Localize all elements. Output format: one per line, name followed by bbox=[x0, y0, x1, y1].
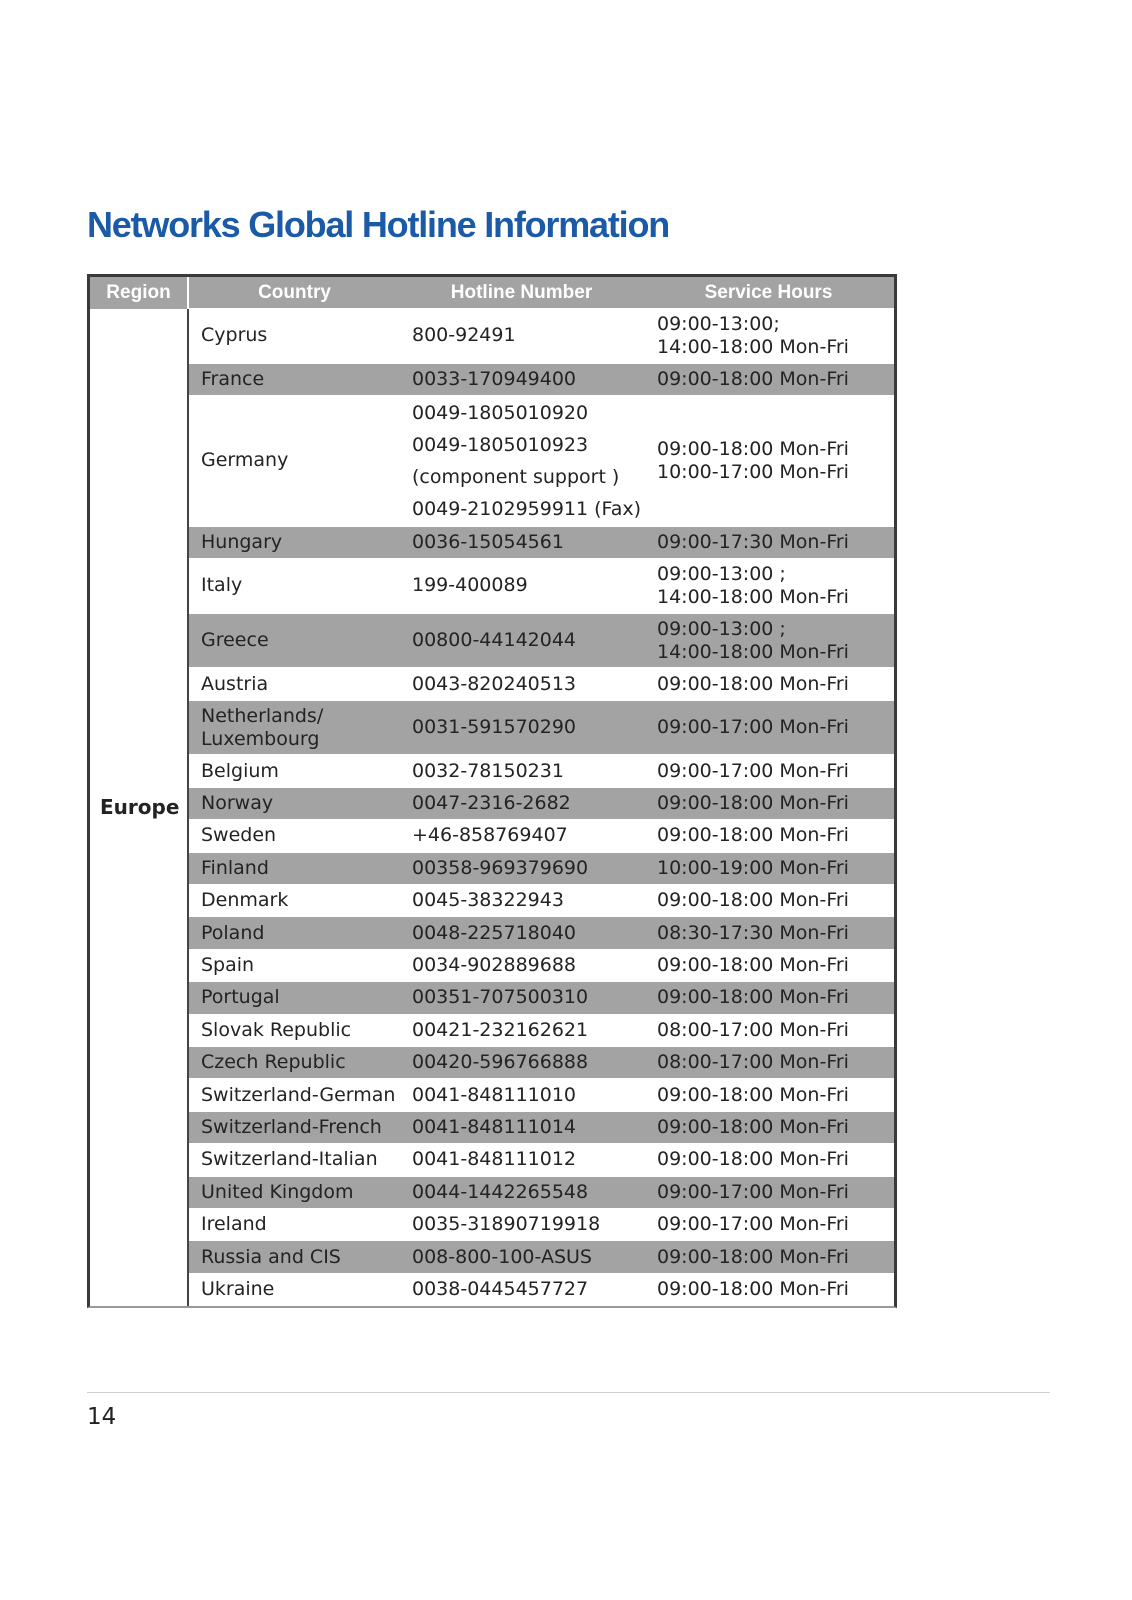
service-hours-cell bbox=[643, 982, 894, 1014]
country-cell bbox=[188, 755, 400, 787]
service-hours-cell-line: 09:00-18:00 Mon-Fri bbox=[657, 1148, 849, 1171]
hotline-cell-line: 0041-848111014 bbox=[412, 1115, 577, 1138]
table-row bbox=[90, 1273, 894, 1306]
hotline-cell bbox=[400, 787, 643, 819]
table-row bbox=[90, 1241, 894, 1273]
hotline-cell-line: 0031-591570290 bbox=[412, 716, 577, 739]
service-hours-cell bbox=[643, 309, 894, 364]
country-cell bbox=[188, 559, 400, 614]
service-hours-cell bbox=[643, 1014, 894, 1046]
hotline-cell-line: 0044-1442265548 bbox=[412, 1180, 589, 1203]
hotline-cell bbox=[400, 885, 643, 917]
service-hours-cell bbox=[643, 363, 894, 395]
country-cell-line: Belgium bbox=[201, 759, 279, 782]
service-hours-cell-line: 09:00-18:00 Mon-Fri bbox=[657, 1083, 849, 1106]
service-hours-cell bbox=[643, 613, 894, 668]
country-cell-line: Germany bbox=[201, 449, 289, 472]
service-hours-cell bbox=[643, 700, 894, 755]
country-cell-line: Netherlands/ bbox=[201, 704, 324, 727]
table-body bbox=[90, 309, 894, 1307]
hotline-cell bbox=[400, 1144, 643, 1176]
service-hours-cell-line: 09:00-13:00 ; bbox=[657, 562, 786, 585]
service-hours-cell-line: 09:00-18:00 Mon-Fri bbox=[657, 792, 849, 815]
table-row bbox=[90, 982, 894, 1014]
hotline-cell-line: 0035-31890719918 bbox=[412, 1213, 601, 1236]
country-cell-line: United Kingdom bbox=[201, 1180, 354, 1203]
hotline-cell bbox=[400, 1079, 643, 1111]
country-cell bbox=[188, 526, 400, 558]
service-hours-cell bbox=[643, 1047, 894, 1079]
service-hours-cell bbox=[643, 1176, 894, 1208]
table-row bbox=[90, 820, 894, 852]
country-cell bbox=[188, 363, 400, 395]
hotline-cell bbox=[400, 1176, 643, 1208]
hotline-cell-line: 0033-170949400 bbox=[412, 367, 577, 390]
hotline-cell-line: 0041-848111012 bbox=[412, 1148, 577, 1171]
table-row bbox=[90, 700, 894, 755]
service-hours-cell-line: 09:00-17:00 Mon-Fri bbox=[657, 1213, 849, 1236]
country-cell bbox=[188, 396, 400, 527]
hotline-cell-line: 0034-902889688 bbox=[412, 954, 577, 977]
service-hours-cell-line: 08:00-17:00 Mon-Fri bbox=[657, 1051, 849, 1074]
hotline-cell-line: 0047-2316-2682 bbox=[412, 792, 571, 815]
hotline-cell bbox=[400, 1208, 643, 1240]
country-cell bbox=[188, 885, 400, 917]
table-row bbox=[90, 1144, 894, 1176]
service-hours-cell bbox=[643, 1111, 894, 1143]
country-cell-line: Greece bbox=[201, 629, 269, 652]
region-cell: Europe bbox=[90, 309, 188, 1307]
country-cell bbox=[188, 1144, 400, 1176]
service-hours-cell bbox=[643, 396, 894, 527]
hotline-cell-line: 0049-1805010923 bbox=[412, 433, 589, 456]
table-row bbox=[90, 1014, 894, 1046]
hotline-cell-line: 0032-78150231 bbox=[412, 759, 564, 782]
country-cell bbox=[188, 668, 400, 700]
country-cell-line: Finland bbox=[201, 856, 269, 879]
table-row bbox=[90, 1079, 894, 1111]
hotline-cell-line: 0049-2102959911 (Fax) bbox=[412, 497, 642, 520]
country-cell-line: Switzerland-German bbox=[201, 1083, 396, 1106]
service-hours-cell bbox=[643, 949, 894, 981]
hotline-cell-line: 008-800-100-ASUS bbox=[412, 1245, 592, 1268]
country-cell-line: Norway bbox=[201, 792, 274, 815]
hotline-cell bbox=[400, 668, 643, 700]
header-country: Country bbox=[188, 277, 400, 309]
country-cell bbox=[188, 852, 400, 884]
hotline-cell-line: 00421-232162621 bbox=[412, 1018, 589, 1041]
hotline-cell-line: 800-92491 bbox=[412, 324, 516, 347]
service-hours-cell bbox=[643, 917, 894, 949]
hotline-cell bbox=[400, 613, 643, 668]
hotline-cell-line: 00358-969379690 bbox=[412, 856, 589, 879]
hotline-cell bbox=[400, 1273, 643, 1306]
country-cell-line: Slovak Republic bbox=[201, 1018, 352, 1041]
table-row bbox=[90, 1208, 894, 1240]
country-cell-line: Hungary bbox=[201, 530, 283, 553]
table-row bbox=[90, 559, 894, 614]
service-hours-cell-line: 09:00-18:00 Mon-Fri bbox=[657, 889, 849, 912]
hotline-cell-line: 0048-225718040 bbox=[412, 921, 577, 944]
country-cell bbox=[188, 1014, 400, 1046]
service-hours-cell-line: 09:00-17:30 Mon-Fri bbox=[657, 530, 849, 553]
hotline-cell-line: 00351-707500310 bbox=[412, 986, 589, 1009]
service-hours-cell-line: 09:00-17:00 Mon-Fri bbox=[657, 1180, 849, 1203]
hotline-cell bbox=[400, 396, 643, 527]
hotline-cell-line: 0036-15054561 bbox=[412, 530, 564, 553]
page-title: Networks Global Hotline Information bbox=[87, 204, 670, 245]
hotline-cell-line: 0049-1805010920 bbox=[412, 401, 589, 424]
hotline-cell bbox=[400, 949, 643, 981]
service-hours-cell bbox=[643, 559, 894, 614]
service-hours-cell bbox=[643, 526, 894, 558]
table-row bbox=[90, 885, 894, 917]
country-cell-line: Poland bbox=[201, 921, 265, 944]
country-cell bbox=[188, 949, 400, 981]
service-hours-cell-line: 09:00-17:00 Mon-Fri bbox=[657, 716, 849, 739]
service-hours-cell-line: 08:30-17:30 Mon-Fri bbox=[657, 921, 849, 944]
country-cell bbox=[188, 1273, 400, 1306]
service-hours-cell-line: 09:00-18:00 Mon-Fri bbox=[657, 824, 849, 847]
hotline-cell-line: 0041-848111010 bbox=[412, 1083, 577, 1106]
country-cell bbox=[188, 787, 400, 819]
country-cell bbox=[188, 309, 400, 364]
hotline-cell bbox=[400, 917, 643, 949]
hotline-cell-line: 00800-44142044 bbox=[412, 629, 577, 652]
country-cell bbox=[188, 1079, 400, 1111]
hotline-cell-line: 0038-0445457727 bbox=[412, 1278, 589, 1301]
table-row bbox=[90, 363, 894, 395]
service-hours-cell bbox=[643, 787, 894, 819]
hotline-cell-line: (component support ) bbox=[412, 465, 620, 488]
country-cell bbox=[188, 1208, 400, 1240]
header-region: Region bbox=[90, 277, 188, 309]
service-hours-cell bbox=[643, 1241, 894, 1273]
service-hours-cell bbox=[643, 820, 894, 852]
header-service-hours: Service Hours bbox=[643, 277, 894, 309]
country-cell-line: Ukraine bbox=[201, 1278, 275, 1301]
service-hours-cell bbox=[643, 852, 894, 884]
service-hours-cell-line: 10:00-19:00 Mon-Fri bbox=[657, 856, 849, 879]
service-hours-cell bbox=[643, 885, 894, 917]
table-row bbox=[90, 949, 894, 981]
country-cell bbox=[188, 820, 400, 852]
country-cell-line: Spain bbox=[201, 954, 255, 977]
service-hours-cell-line: 08:00-17:00 Mon-Fri bbox=[657, 1018, 849, 1041]
country-cell bbox=[188, 917, 400, 949]
table-row bbox=[90, 852, 894, 884]
service-hours-cell-line: 14:00-18:00 Mon-Fri bbox=[657, 640, 849, 663]
service-hours-cell bbox=[643, 668, 894, 700]
country-cell bbox=[188, 613, 400, 668]
hotline-cell bbox=[400, 1241, 643, 1273]
hotline-cell bbox=[400, 1111, 643, 1143]
hotline-cell bbox=[400, 700, 643, 755]
table-row bbox=[90, 613, 894, 668]
country-cell-line: Switzerland-French bbox=[201, 1115, 382, 1138]
service-hours-cell-line: 09:00-18:00 Mon-Fri bbox=[657, 1278, 849, 1301]
country-cell-line: Denmark bbox=[201, 889, 289, 912]
table-row bbox=[90, 787, 894, 819]
country-cell-line: Portugal bbox=[201, 986, 280, 1009]
hotline-cell bbox=[400, 820, 643, 852]
service-hours-cell-line: 10:00-17:00 Mon-Fri bbox=[657, 460, 849, 483]
country-cell-line: Austria bbox=[201, 672, 269, 695]
service-hours-cell-line: 14:00-18:00 Mon-Fri bbox=[657, 585, 849, 608]
country-cell-line: Russia and CIS bbox=[201, 1245, 341, 1268]
service-hours-cell-line: 09:00-18:00 Mon-Fri bbox=[657, 437, 849, 460]
country-cell-line: France bbox=[201, 367, 265, 390]
hotline-cell-line: 0045-38322943 bbox=[412, 889, 564, 912]
service-hours-cell-line: 09:00-13:00 ; bbox=[657, 617, 786, 640]
service-hours-cell bbox=[643, 755, 894, 787]
hotline-cell bbox=[400, 559, 643, 614]
country-cell bbox=[188, 1241, 400, 1273]
hotline-cell bbox=[400, 755, 643, 787]
page-number: 14 bbox=[87, 1404, 117, 1430]
service-hours-cell-line: 09:00-18:00 Mon-Fri bbox=[657, 1245, 849, 1268]
service-hours-cell-line: 09:00-18:00 Mon-Fri bbox=[657, 672, 849, 695]
country-cell bbox=[188, 700, 400, 755]
country-cell bbox=[188, 1111, 400, 1143]
country-cell bbox=[188, 982, 400, 1014]
service-hours-cell-line: 09:00-18:00 Mon-Fri bbox=[657, 954, 849, 977]
hotline-table bbox=[87, 274, 897, 1308]
table-header-row bbox=[90, 277, 894, 309]
country-cell bbox=[188, 1047, 400, 1079]
hotline-cell bbox=[400, 526, 643, 558]
table-row bbox=[90, 755, 894, 787]
service-hours-cell-line: 09:00-18:00 Mon-Fri bbox=[657, 1115, 849, 1138]
header-hotline-number: Hotline Number bbox=[400, 277, 643, 309]
service-hours-cell-line: 09:00-17:00 Mon-Fri bbox=[657, 759, 849, 782]
hotline-cell bbox=[400, 1047, 643, 1079]
table-row bbox=[90, 1047, 894, 1079]
service-hours-cell-line: 14:00-18:00 Mon-Fri bbox=[657, 335, 849, 358]
country-cell-line: Switzerland-Italian bbox=[201, 1148, 378, 1171]
service-hours-cell bbox=[643, 1144, 894, 1176]
table-row bbox=[90, 668, 894, 700]
hotline-cell-line: 00420-596766888 bbox=[412, 1051, 589, 1074]
table-row bbox=[90, 309, 894, 364]
hotline-cell-line: 199-400089 bbox=[412, 574, 528, 597]
table-row bbox=[90, 526, 894, 558]
hotline-cell bbox=[400, 982, 643, 1014]
service-hours-cell-line: 09:00-18:00 Mon-Fri bbox=[657, 367, 849, 390]
service-hours-cell bbox=[643, 1079, 894, 1111]
service-hours-cell bbox=[643, 1208, 894, 1240]
country-cell-line: Cyprus bbox=[201, 324, 268, 347]
table-row bbox=[90, 1176, 894, 1208]
country-cell-line: Sweden bbox=[201, 824, 277, 847]
hotline-cell-line: 0043-820240513 bbox=[412, 672, 577, 695]
service-hours-cell-line: 09:00-18:00 Mon-Fri bbox=[657, 986, 849, 1009]
table-row bbox=[90, 1111, 894, 1143]
hotline-cell-line: +46-858769407 bbox=[412, 824, 568, 847]
country-cell-line: Luxembourg bbox=[201, 727, 320, 750]
service-hours-cell-line: 09:00-13:00; bbox=[657, 312, 780, 335]
table-row bbox=[90, 917, 894, 949]
hotline-cell bbox=[400, 309, 643, 364]
service-hours-cell bbox=[643, 1273, 894, 1306]
country-cell-line: Ireland bbox=[201, 1213, 267, 1236]
hotline-cell bbox=[400, 1014, 643, 1046]
hotline-cell bbox=[400, 363, 643, 395]
country-cell-line: Italy bbox=[201, 574, 243, 597]
country-cell bbox=[188, 1176, 400, 1208]
footer-divider bbox=[87, 1392, 1050, 1393]
hotline-cell bbox=[400, 852, 643, 884]
table-row bbox=[90, 396, 894, 527]
country-cell-line: Czech Republic bbox=[201, 1051, 346, 1074]
